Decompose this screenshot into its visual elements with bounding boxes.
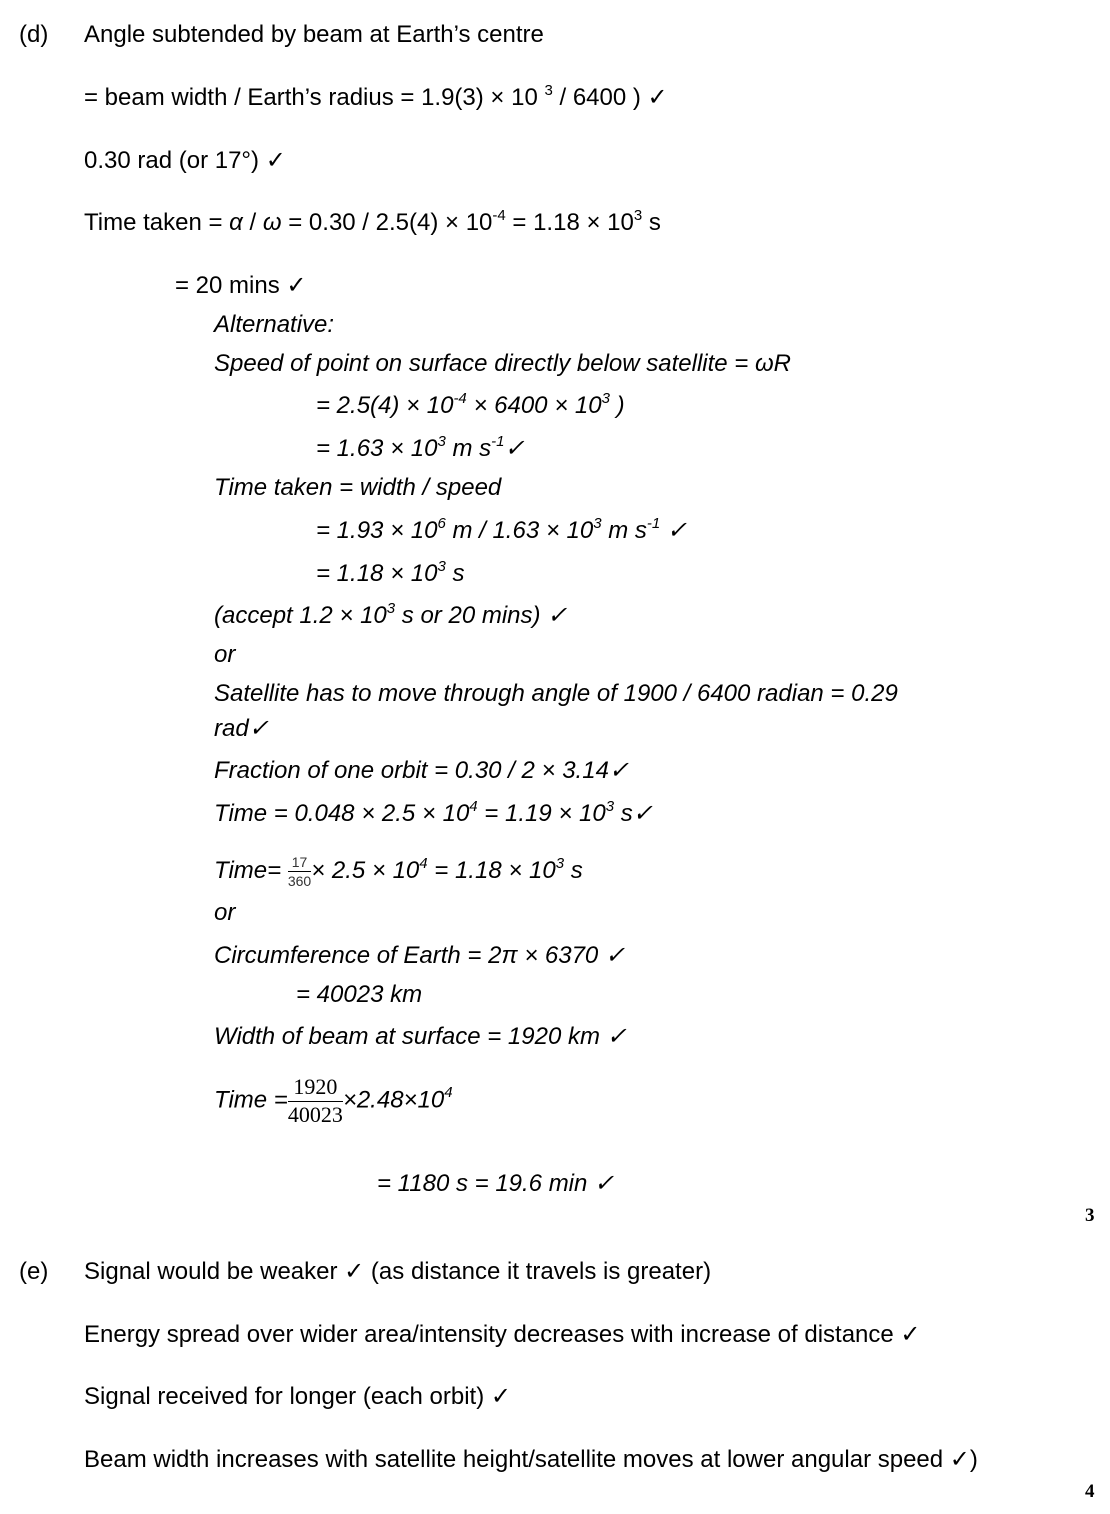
marks-part-e: 4 — [1085, 1481, 1095, 1502]
alt-beam-width-surface: Width of beam at surface = 1920 km ✓ — [214, 1023, 627, 1050]
line-beam-width-ratio: = beam width / Earth’s radius = 1.9(3) × 10 $^3$ / 6400 ) ✓ — [84, 82, 668, 111]
alt-accept: (accept $1.2 \times 10^3$ s or 20 mins) ✓ — [214, 600, 568, 629]
alt-satellite-angle-cont: rad✓ — [214, 715, 269, 742]
alt-or-1: or — [214, 641, 236, 668]
part-d-label: (d) — [19, 21, 49, 48]
part-e-label: (e) — [19, 1258, 49, 1285]
alt-speed-calc: = $2.5(4) \times 10^{-4} \times 6400 \times 10^3$ ) — [316, 390, 625, 419]
alt-time-width-speed: Time taken = width / speed — [214, 474, 502, 501]
alt-speed-point: Speed of point on surface directly below satellite = ωR — [214, 350, 792, 377]
alt-time-fraction: Time = $0.048 \times 2.5 \times 10^4 = 1.19 \times 10^3$ s✓ — [214, 798, 653, 827]
line-angle-subtended: Angle subtended by beam at Earth’s centre — [84, 21, 544, 48]
alt-time-result: = $1.18 \times 10^3$ s — [316, 558, 465, 587]
line-twenty-mins: = 20 mins ✓ — [175, 272, 307, 299]
alt-or-2: or — [214, 899, 236, 926]
alt-final-result: = 1180 s = 19.6 min ✓ — [377, 1170, 615, 1197]
line-energy-spread: Energy spread over wider area/intensity decreases with increase of distance ✓ — [84, 1321, 921, 1348]
line-angle-result: 0.30 rad (or 17°) ✓ — [84, 147, 286, 174]
alt-time-degree-fraction: Time= $\frac{17}{360}$ × $2.5 \times 10^4 = 1.18 \times 10^3$ s — [214, 854, 583, 889]
fraction-1920-over-40023: $\frac{1920}{40023}$ — [287, 1074, 343, 1127]
line-signal-longer: Signal received for longer (each orbit) ✓ — [84, 1383, 511, 1410]
alt-circumference: Circumference of Earth = 2π × 6370 ✓ — [214, 942, 626, 969]
alt-circumference-result: = 40023 km — [296, 981, 423, 1008]
line-beam-width-height: Beam width increases with satellite height/satellite moves at lower angular speed ✓) — [84, 1446, 978, 1473]
fraction-17-over-360: $\frac{17}{360}$ — [287, 854, 312, 889]
alt-heading: Alternative: — [214, 311, 335, 338]
line-signal-weaker: Signal would be weaker ✓ (as distance it travels is greater) — [84, 1258, 712, 1285]
alt-time-calc: = $1.93 \times 10^6$ $m / 1.63 \times 10^3$ m $s^{-1}$ ✓ — [316, 515, 688, 544]
alt-speed-result: = $1.63 \times 10^3$ m $s^{-1}✓$ — [316, 433, 525, 462]
alt-fraction-orbit: Fraction of one orbit = 0.30 / 2 × 3.14✓ — [214, 757, 630, 784]
marks-part-d: 3 — [1085, 1205, 1095, 1226]
alt-satellite-angle: Satellite has to move through angle of 1900 / 6400 radian = 0.29 — [214, 680, 898, 707]
line-time-taken: Time taken = $\alpha / \omega = 0.30 / 2.5(4) \times 10^{-4} = 1.18 \times 10^3$ s — [84, 207, 661, 236]
alt-time-ratio: Time = $\frac{1920}{40023}$ $\times 2.48\times 10^4$ — [214, 1074, 453, 1127]
